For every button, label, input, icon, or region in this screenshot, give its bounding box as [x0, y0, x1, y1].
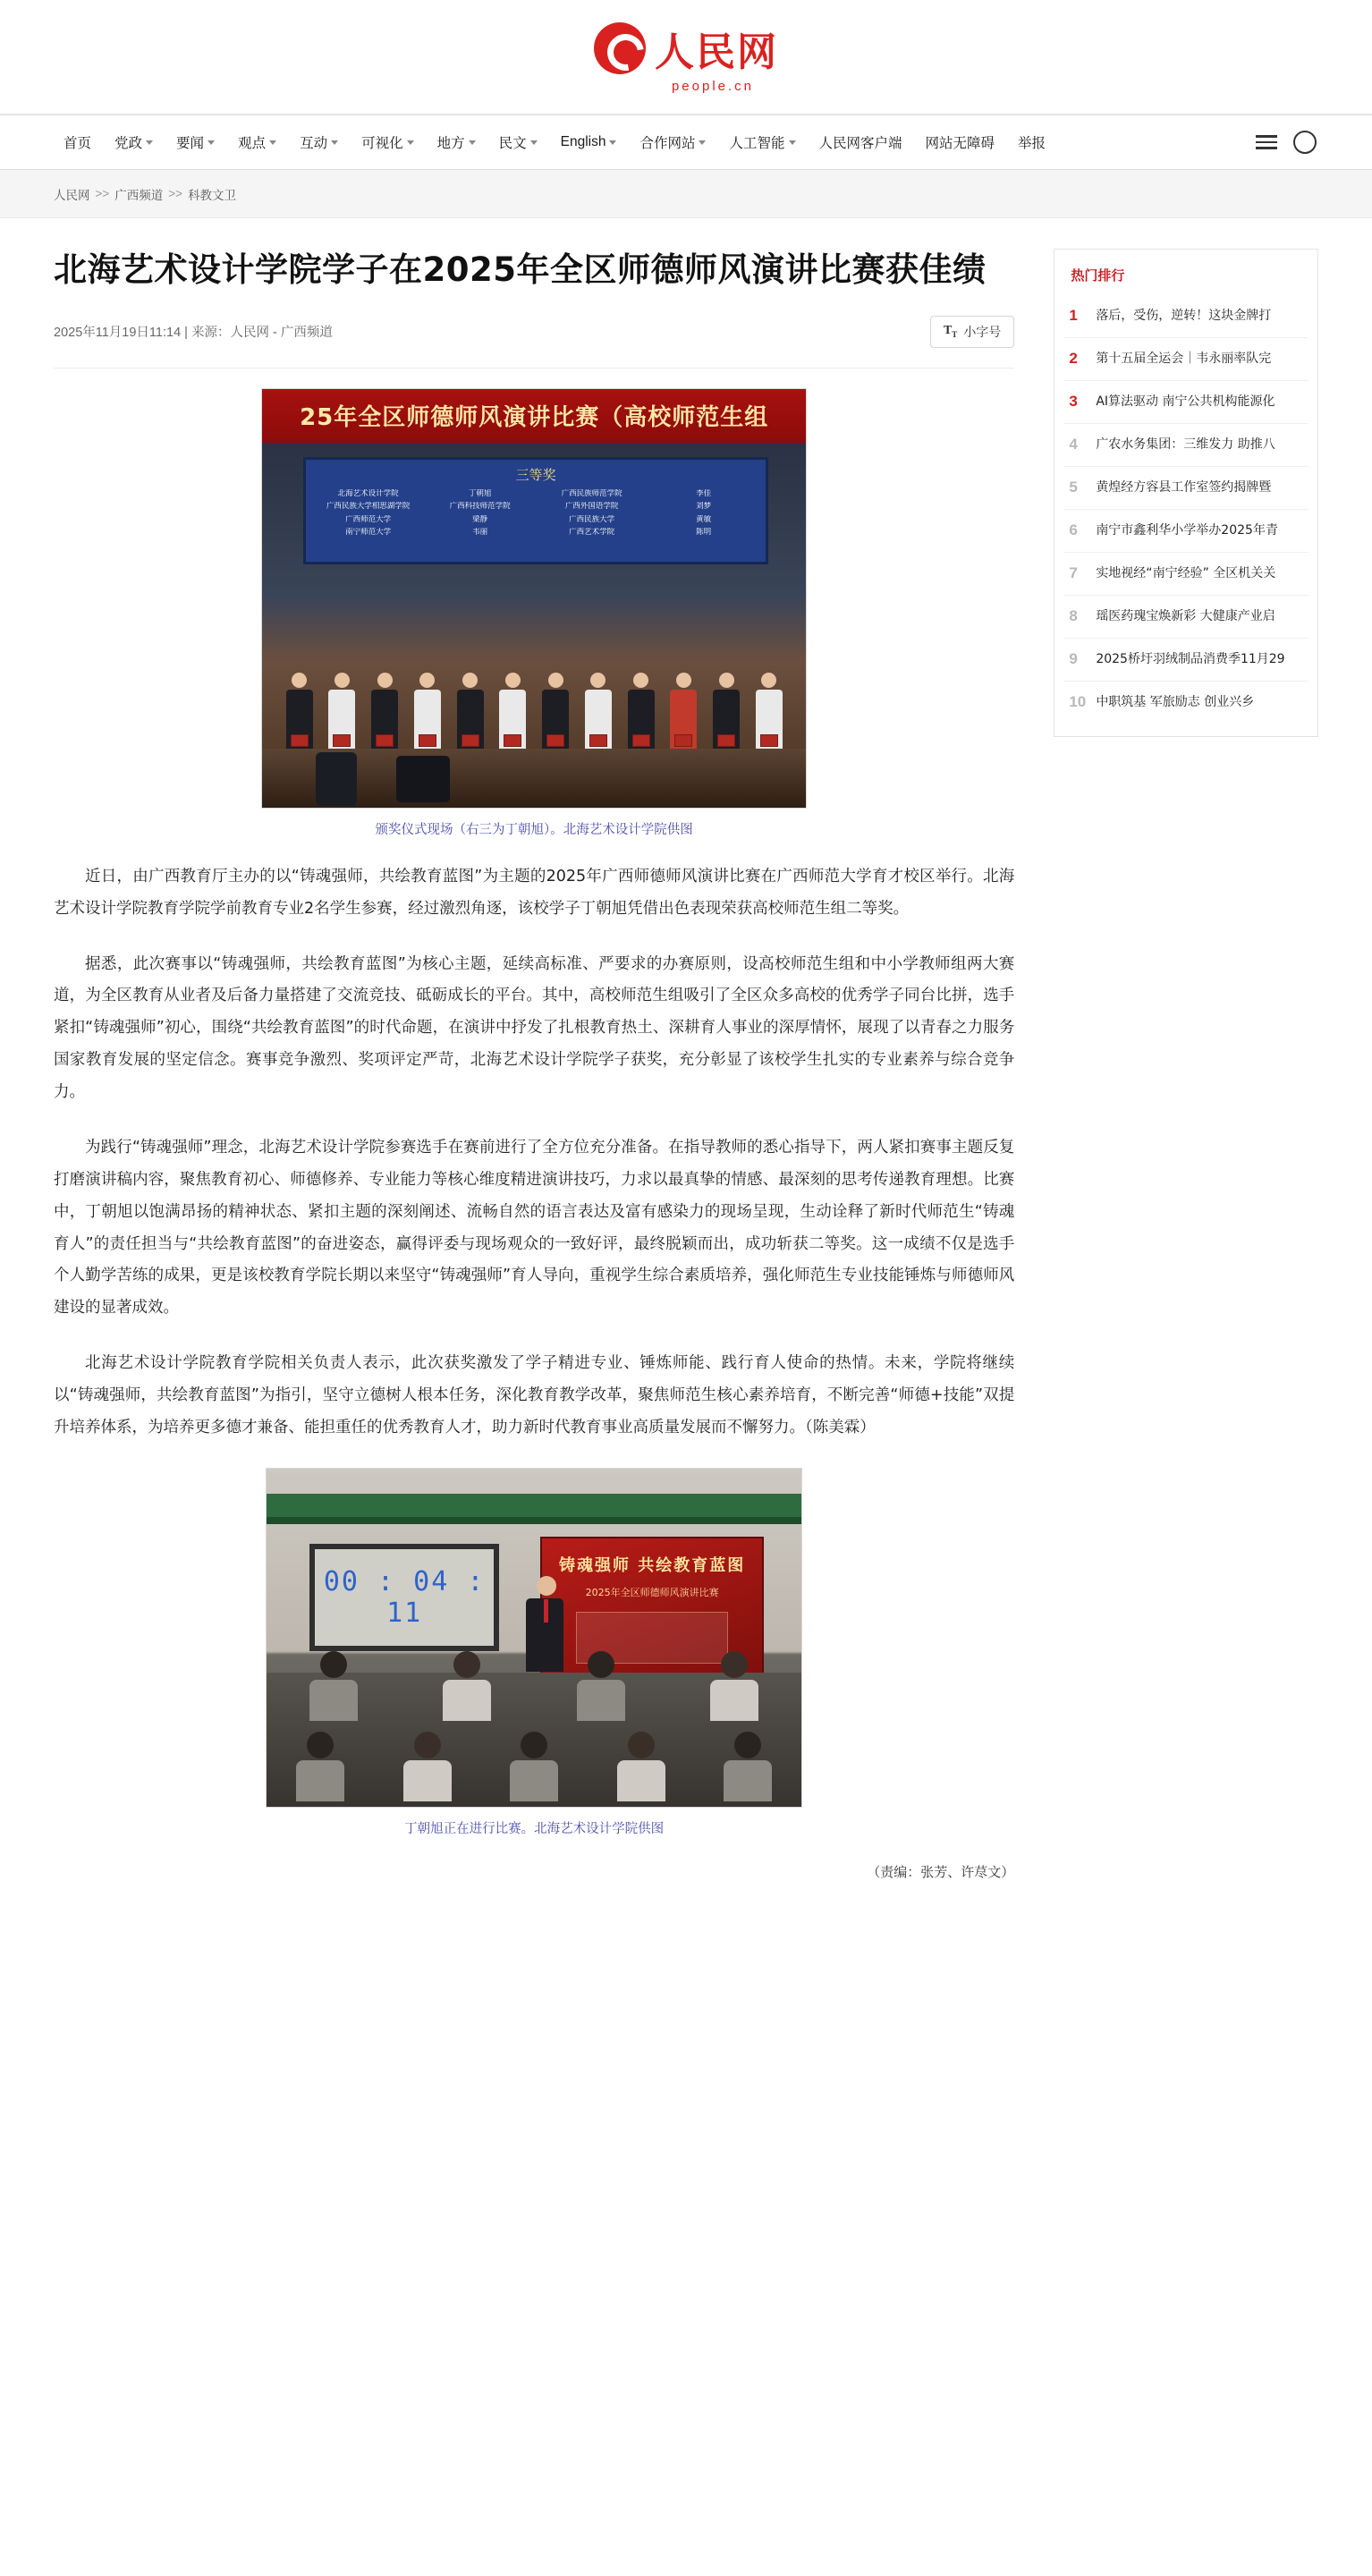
rank-number: 2: [1069, 350, 1078, 367]
photo2-green-band: [267, 1494, 801, 1517]
rank-number: 4: [1069, 436, 1078, 453]
photo1-screen: [303, 457, 768, 564]
photo2-audience-back-row: [267, 1651, 801, 1721]
nav-item-9[interactable]: [628, 132, 717, 152]
figure2-caption: 丁朝旭正在进行比赛。北海艺术设计学院供图: [404, 1821, 665, 1836]
nav-label: 可视化: [361, 136, 403, 151]
nav-label: 民文: [498, 136, 527, 151]
rank-number: 5: [1069, 479, 1078, 496]
site-logo-text: 人民网: [655, 30, 778, 75]
rank-title: 广农水务集团：三维发力 助推八: [1096, 437, 1275, 452]
rank-title: 瑶医药瑰宝焕新彩 大健康产业启: [1096, 609, 1275, 623]
chevron-down-icon: [407, 140, 414, 145]
rank-title: 落后，受伤，逆转！这块金牌打: [1096, 309, 1272, 323]
chevron-down-icon: [269, 140, 276, 145]
nav-label: 合作网站: [639, 136, 696, 151]
people-logo-icon: [594, 22, 646, 74]
photo2-projector-screen: [309, 1544, 499, 1651]
search-icon[interactable]: [1293, 131, 1317, 154]
rank-number: 6: [1069, 521, 1078, 538]
rank-number: 3: [1069, 393, 1078, 410]
photo1-name: 梁静: [472, 514, 488, 524]
breadcrumb-item-2[interactable]: 科教文卫: [188, 188, 237, 202]
photo2-green-band-2: [267, 1517, 801, 1524]
nav-label: 党政: [114, 136, 143, 151]
rank-title: AI算法驱动 南宁公共机构能源化: [1096, 394, 1275, 409]
site-logo[interactable]: [594, 20, 778, 94]
photo2-poster-title: 铸魂强师 共绘教育蓝图: [559, 1555, 746, 1575]
hot-ranking-heading: 热门排行: [1071, 267, 1125, 284]
rank-number: 8: [1069, 607, 1078, 624]
list-item[interactable]: [1063, 595, 1308, 638]
photo2-timer: 00 : 04 : 11: [323, 1565, 486, 1629]
nav-item-10[interactable]: [717, 132, 807, 152]
editor-credit: （责编：张芳、许荩文）: [867, 1863, 1015, 1880]
chevron-down-icon: [146, 140, 153, 145]
nav-item-8[interactable]: [549, 134, 629, 150]
photo1-name: 陈明: [696, 528, 712, 538]
chevron-down-icon: [699, 140, 706, 145]
font-size-button[interactable]: [930, 316, 1014, 348]
nav-item-0[interactable]: [52, 132, 103, 152]
rank-title: 黄煌经方容县工作室签约揭牌暨: [1096, 480, 1272, 495]
photo-award-ceremony: [261, 388, 807, 809]
breadcrumb-item-1[interactable]: 广西频道: [114, 188, 164, 202]
hot-ranking-box: [1054, 249, 1318, 737]
photo1-audience-left: [316, 752, 357, 806]
nav-label: 人工智能: [729, 136, 785, 151]
figure-speech-contest: [54, 1468, 1014, 1837]
figure1-caption: 颁奖仪式现场（右三为丁朝旭）。北海艺术设计学院供图: [375, 822, 693, 837]
photo-speech-contest: [266, 1468, 802, 1808]
font-size-label: 小字号: [963, 324, 1002, 339]
photo1-name: 广西科技师范学院: [449, 502, 511, 512]
photo1-name: 李佳: [696, 488, 712, 498]
text-size-icon: $T_T$: [943, 324, 958, 340]
photo2-audience-front-row: [267, 1732, 801, 1801]
breadcrumb: [0, 170, 1372, 218]
chevron-down-icon: [207, 140, 215, 145]
hot-ranking-list: [1054, 295, 1317, 736]
rank-title: 2025桥圩羽绒制品消费季11月29: [1096, 652, 1285, 666]
nav-tools: [1256, 131, 1320, 154]
photo1-name: 北海艺术设计学院: [337, 488, 399, 498]
list-item[interactable]: [1063, 509, 1308, 552]
article-timestamp-source: 2025年11月19日11:14 | 来源：人民网 - 广西频道: [54, 326, 333, 341]
nav-label: 观点: [238, 136, 267, 151]
photo1-name: 丁朝旭: [468, 488, 492, 498]
breadcrumb-item-0[interactable]: 人民网: [54, 188, 90, 202]
article-paragraph-4: 北海艺术设计学院教育学院相关负责人表示，此次获奖激发了学子精进专业、锤炼师能、践行育人使命的热情。未来，学院将继续以“铸魂强师，共绘教育蓝图”为指引，坚守立德树人根本任务，深化教育教学改革，聚焦师范生核心素养培育，不断完善“师德+技能”双提升培养体系，为培养更多德才兼备、能担重任的优秀教育人才，助力新时代教育事业高质量发展而不懈努力。（陈美霖）: [54, 1354, 1015, 1436]
chevron-down-icon: [530, 140, 538, 145]
photo1-name: 广西民族师范学院: [561, 488, 622, 498]
photo1-name: 南宁师范大学: [345, 528, 392, 538]
nav-item-3[interactable]: [226, 132, 288, 152]
breadcrumb-separator: >>: [168, 187, 183, 200]
list-item[interactable]: [1063, 638, 1308, 681]
nav-item-7[interactable]: [487, 132, 549, 152]
nav-label: English: [560, 134, 606, 149]
article-column: [54, 218, 1014, 1917]
article-meta: [54, 316, 1014, 369]
list-item[interactable]: [1063, 295, 1308, 337]
photo1-screen-title: 三等奖: [515, 466, 556, 483]
rank-title: 实地视经“南宁经验” 全区机关关: [1096, 566, 1276, 580]
rank-number: 1: [1069, 307, 1078, 324]
rank-title: 第十五届全运会｜韦永丽率队完: [1096, 352, 1272, 366]
nav-item-6[interactable]: [426, 132, 487, 152]
nav-label: 人民网客户端: [818, 136, 902, 151]
breadcrumb-separator: >>: [95, 187, 110, 200]
photo1-name: 广西外国语学院: [564, 502, 619, 512]
list-item[interactable]: [1063, 423, 1308, 466]
nav-label: 要闻: [176, 136, 205, 151]
rank-number: 7: [1069, 564, 1078, 581]
rank-title: 南宁市鑫利华小学举办2025年青: [1096, 523, 1278, 538]
photo1-banner-text: 25年全区师德师风演讲比赛（高校师范生组: [262, 389, 806, 443]
photo1-name: 广西师范大学: [345, 514, 392, 524]
chevron-down-icon: [469, 140, 476, 145]
photo2-poster-subtitle: 2025年全区师德师风演讲比赛: [585, 1586, 719, 1598]
article-paragraph-2: 据悉，此次赛事以“铸魂强师，共绘教育蓝图”为核心主题，延续高标准、严要求的办赛原则，设高校师范生组和中小学教师组两大赛道，为全区教育从业者及后备力量搭建了交流竞技、砥砺成长的平台。其中，高校师范生组吸引了全区众多高校的优秀学子同台比拼，选手紧扣“铸魂强师”初心，围绕“共绘教育蓝图”的时代命题，在演讲中抒发了扎根教育热土、深耕育人事业的深厚情怀，展现了以青春之力服务国家教育发展的坚定信念。赛事竞争激烈、奖项评定严苛，北海艺术设计学院学子获奖，充分彰显了该校学生扎实的专业素养与综合竞争力。: [54, 954, 1015, 1102]
photo1-stage: [262, 443, 806, 808]
rank-number: 9: [1069, 650, 1078, 667]
list-item[interactable]: [1063, 681, 1308, 724]
site-header: [0, 0, 1372, 114]
rank-number: 10: [1069, 693, 1087, 710]
list-item[interactable]: [1063, 337, 1308, 380]
chevron-down-icon: [331, 140, 338, 145]
list-item[interactable]: [1063, 552, 1308, 595]
list-item[interactable]: [1063, 466, 1308, 509]
nav-item-12[interactable]: [914, 132, 1007, 152]
photo1-name: 刘梦: [696, 502, 712, 512]
chevron-down-icon: [609, 140, 616, 145]
nav-label: 首页: [64, 136, 92, 151]
photo1-name: 广西民族大学相思湖学院: [326, 502, 411, 512]
article-paragraph-1: 近日，由广西教育厅主办的以“铸魂强师，共绘教育蓝图”为主题的2025年广西师德师风演讲比赛在广西师范大学育才校区举行。北海艺术设计学院教育学院学前教育专业2名学生参赛，经过激烈角逐，该校学子丁朝旭凭借出色表现荣获高校师范生组二等奖。: [54, 867, 1015, 918]
photo1-name: 广西艺术学院: [569, 528, 615, 538]
photo1-name: 韦丽: [472, 528, 488, 538]
nav-item-13[interactable]: [1006, 132, 1057, 152]
photo1-name: 黄敏: [696, 514, 712, 524]
sidebar-column: [1054, 218, 1318, 737]
nav-item-11[interactable]: [808, 132, 914, 152]
nav-label: 地方: [436, 136, 465, 151]
main-navigation: [0, 114, 1372, 170]
nav-label: 举报: [1018, 136, 1046, 151]
nav-label: 互动: [300, 136, 328, 151]
photo1-photographer: [396, 756, 450, 802]
article-paragraph-3: 为践行“铸魂强师”理念，北海艺术设计学院参赛选手在赛前进行了全方位充分准备。在指导教师的悉心指导下，两人紧扣赛事主题反复打磨演讲稿内容，聚焦教育初心、师德修养、专业能力等核心维度精进演讲技巧，力求以最真挚的情感、最深刻的思考传递教育理想。比赛中，丁朝旭以饱满昂扬的精神状态、紧扣主题的深刻阐述、流畅自然的语言表达及富有感染力的现场呈现，生动诠释了新时代师范生“铸魂育人”的责任担当与“共绘教育蓝图”的奋进姿态，赢得评委与现场观众的一致好评，最终脱颖而出，成功斩获二等奖。这一成绩不仅是选手个人勤学苦练的成果，更是该校教育学院长期以来坚守“铸魂强师”育人导向，重视学生综合素质培养，强化师范生专业技能锤炼与师德师风建设的显著成效。: [54, 1138, 1015, 1318]
list-item[interactable]: [1063, 380, 1308, 423]
chevron-down-icon: [789, 140, 796, 145]
figure-award-ceremony: [54, 388, 1014, 838]
nav-label: 网站无障碍: [925, 136, 995, 151]
page-body: [0, 218, 1372, 1917]
photo1-name: 广西民族大学: [569, 514, 615, 524]
photo1-people-row: [280, 586, 788, 747]
nav-item-4[interactable]: [288, 132, 350, 152]
page-title: 北海艺术设计学院学子在2025年全区师德师风演讲比赛获佳绩: [54, 250, 987, 289]
nav-item-1[interactable]: [103, 132, 165, 152]
nav-item-2[interactable]: [165, 132, 226, 152]
nav-item-5[interactable]: [350, 132, 426, 152]
photo1-name-grid: [306, 484, 766, 544]
hamburger-icon[interactable]: [1256, 135, 1277, 149]
rank-title: 中职筑基 军旅励志 创业兴乡: [1096, 695, 1255, 709]
site-logo-domain: people.cn: [671, 79, 755, 94]
